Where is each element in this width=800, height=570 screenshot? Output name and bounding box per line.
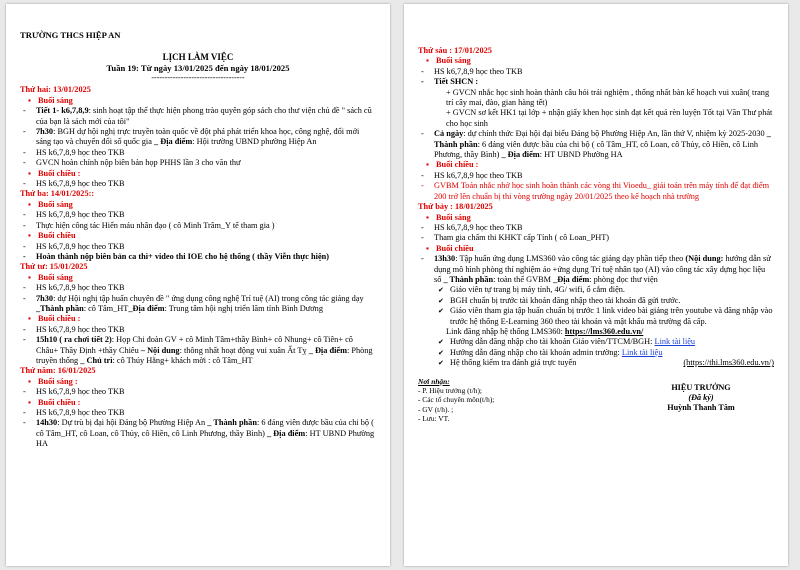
recipients-title: Nơi nhận: [418, 376, 450, 386]
list-item: - 14h30: Dự trù bị đại hội Đảng bộ Phường Hiệp An _ Thành phần: 6 đảng viên được bầu của chi bộ ( cô Tâm_HT, cô Loan, cô Thủy, cô Hiền, cô Linh Phương, thầy Bình) _ Địa điểm: HT UBND Phường HA [20, 418, 376, 449]
recipient-line: - Lưu: VT. [418, 414, 450, 424]
session-afternoon: ▪ Buổi chiều : [20, 169, 376, 179]
document-title: LỊCH LÀM VIỆC [162, 52, 234, 62]
list-item: - Tiết 1- k6,7,8,9: sinh hoạt tập thể thực hiện phong trào quyên góp sách cho thư viện chủ đề " sách cũ của bạn là sách mới của tôi" [20, 106, 376, 127]
recipient-line: - Các tổ chuyên môn(t/h); [418, 395, 495, 405]
saturday-section [418, 202, 774, 369]
wednesday-section [20, 262, 376, 366]
list-subitem: + GVCN sơ kết HK1 tại lớp + nhận giấy khen học sinh đạt kết quả rèn luyện Tốt tại Văn Thư phát cho học sinh [446, 108, 773, 128]
checklist-item: ✔ Hướng dẫn đăng nhập cho tài khoản Giáo viên/TTCM/BGH: Link tài liệu [418, 337, 774, 347]
session-morning: ▪ Buổi sáng [20, 200, 376, 210]
monday-section [20, 85, 376, 189]
list-subitem: + GVCN nhắc học sinh hoàn thành câu hỏi trải nghiệm , thống nhất bàn kế hoạch vui xuân( trang trí cây mai, đào, gian hàng tết) [446, 87, 770, 108]
day-heading-tuesday: Thứ ba: 14/01/2025:: [20, 189, 95, 199]
list-item: - Hoàn thành nộp biên bản ca thi+ video thi IOE cho hệ thống ( thầy Viễn thực hiện) [20, 252, 376, 262]
test-system-link[interactable]: (https://thi.lms360.edu.vn/) [683, 358, 774, 368]
school-name: TRƯỜNG THCS HIỆP AN [20, 30, 121, 40]
admin-guide-link[interactable]: Link tài liệu [621, 347, 663, 357]
day-heading-friday: Thứ sáu : 17/01/2025 [418, 46, 492, 55]
day-heading-saturday: Thứ bảy : 18/01/2025 [418, 202, 493, 212]
title-separator: ----------------------------------- [151, 73, 245, 83]
thursday-section [20, 366, 376, 449]
list-item: - HS k6,7,8,9 học theo TKB [20, 242, 376, 252]
session-afternoon: ▪ Buổi chiều [20, 231, 376, 241]
list-item: - 7h30: dự Hội nghị tập huấn chuyên đề " ứng dụng công nghệ Trí tuệ (AI) trong công tác giảng dạy _Thành phần: cô Tâm_HT_Địa điểm: Trung tâm hội nghị triển lãm tỉnh Bình Dương [20, 294, 376, 315]
checklist-item: ✔ Giáo viên tự trang bị máy tính, 4G/ wifi, ổ cắm điện. [418, 285, 774, 295]
list-item: - HS k6,7,8,9 học theo TKB [20, 408, 376, 418]
list-item: - 13h30: Tập huấn ứng dụng LMS360 vào công tác giảng dạy phần tiếp theo (Nội dung: hướng dẫn sử dụng mô hình phòng thí nghiệm ảo +ứng dụng Trí tuệ nhân tạo (AI) vào công tác xây dựng học liệu số _ Thành phần: toàn thể GVBM _Địa điểm: phòng đọc thư viện [418, 254, 774, 285]
list-item: - HS k6,7,8,9 học theo TKB [20, 325, 376, 335]
signed-note: (Đã ký) [688, 393, 714, 402]
session-afternoon: ▪ Buổi chiều : [20, 398, 376, 408]
list-item: - Cả ngày: dự chính thức Đại hội đại biểu Đảng bộ Phường Hiệp An, lần thứ V, nhiệm kỳ 2025-2030 _ Thành phần: 6 đảng viên được bầu của chi bộ ( cô Tâm_HT, cô Loan, cô Thủy, cô Hiền, cô Linh Phương, thầy Bình) _ Địa điểm: HT UBND Phường HA [418, 129, 774, 160]
list-item: - 7h30: BGH dự hội nghị trực truyền toàn quốc về đột phá phát triển khoa học, công nghệ, đổi mới sáng tạo và chuyển đổi số quốc gia _ Địa điểm: Hội trường UBND phường Hiệp An [20, 127, 376, 148]
session-morning: ▪ Buổi sáng : [20, 377, 376, 387]
session-morning: ▪ Buổi sáng [418, 213, 774, 223]
friday-section [418, 46, 774, 202]
signer-name: Huỳnh Thanh Tâm [667, 403, 735, 413]
list-item: - Tiết SHCN : [418, 77, 774, 87]
session-morning: ▪ Buổi sáng [20, 96, 376, 106]
checklist-item: ✔ Giáo viên tham gia tập huấn chuẩn bị trước 1 link video bài giảng trên youtube và đăng nhập vào trước hệ thống E-Learning 360 theo tài khoản và mật khẩu mà trường đã cấp. [418, 306, 774, 327]
signature-block [628, 377, 774, 424]
teacher-guide-link[interactable]: Link tài liệu [654, 337, 696, 347]
list-item: - HS k6,7,8,9 học theo TKB [418, 171, 774, 181]
tuesday-section [20, 189, 376, 262]
document-footer [418, 377, 774, 424]
lms-link[interactable]: https://lms360.edu.vn/ [564, 326, 644, 336]
session-afternoon: ▪ Buổi chiều : [418, 160, 774, 170]
session-morning: ▪ Buổi sáng [418, 56, 774, 66]
list-item: - HS k6,7,8,9 học theo TKB [20, 283, 376, 293]
checklist-item: ✔ Hệ thống kiểm tra đánh giá trực tuyến (https://thi.lms360.edu.vn/) [418, 358, 774, 368]
session-afternoon: ▪ Buổi chiều : [20, 314, 376, 324]
lms-link-line: Link đăng nhập hệ thống LMS360: https://lms360.edu.vn/ [446, 326, 644, 336]
list-item: - 15h10 ( ra chơi tiết 2): Họp Chi đoàn GV + cô Minh Tâm+thầy Bình+ cô Nhung+ cô Tiên+ cô Châu+ Thầy Định +thầy Chiêu – Nội dung: thông nhất hoạt động vui xuân Ất Tỵ _ Địa điểm: Phòng truyền thống _ Chủ trì: cô Thúy Hằng+ khách mời : cô Tâm_HT [20, 335, 376, 366]
list-item: - Thực hiện công tác Hiến máu nhân đạo ( cô Minh Trâm_Y tế tham gia ) [20, 221, 376, 231]
document-subtitle: Tuần 19: Từ ngày 13/01/2025 đến ngày 18/01/2025 [106, 63, 290, 73]
list-item: - HS k6,7,8,9 học theo TKB [20, 387, 376, 397]
checklist-item: ✔ Hướng dẫn đăng nhập cho tài khoản admin trường: Link tài liệu [418, 348, 774, 358]
document-page-right [404, 4, 788, 566]
checklist-item: ✔ BGH chuẩn bị trước tài khoản đăng nhập theo tài khoản đã gửi trước. [418, 296, 774, 306]
session-afternoon: ▪ Buổi chiều [418, 244, 774, 254]
list-item: - GVCN hoàn chỉnh nộp biên bản họp PHHS lần 3 cho văn thư [20, 158, 376, 168]
day-heading-monday: Thứ hai: 13/01/2025 [20, 85, 91, 95]
document-page-left [6, 4, 390, 566]
list-item: - HS k6,7,8,9 học theo TKB [20, 148, 376, 158]
signer-role: HIỆU TRƯỞNG [671, 382, 731, 392]
day-heading-wednesday: Thứ tư: 15/01/2025 [20, 262, 88, 272]
list-item: - GVBM Toán nhắc nhở học sinh hoàn thành các vòng thi Vioedu_ giải toán trên máy tính để đạt điểm 200 trở lên chuẩn bị thi vòng trường ngày 20/01/2025 theo kế hoạch nhà trường [418, 181, 774, 202]
session-morning: ▪ Buổi sáng [20, 273, 376, 283]
recipient-line: - GV (t/h). ; [418, 404, 454, 414]
list-item: - HS k6,7,8,9 học theo TKB [418, 223, 774, 233]
day-heading-thursday: Thứ năm: 16/01/2025 [20, 366, 96, 376]
recipients [418, 377, 628, 424]
list-item: - HS k6,7,8,9 học theo TKB [20, 179, 376, 189]
list-item: - HS k6,7,8,9 học theo TKB [418, 67, 774, 77]
list-item: - HS k6,7,8,9 học theo TKB [20, 210, 376, 220]
list-item: - Tham gia chấm thi KHKT cấp Tỉnh ( cô Loan_PHT) [418, 233, 774, 243]
recipient-line: - P. Hiệu trưởng (t/h); [418, 386, 482, 395]
